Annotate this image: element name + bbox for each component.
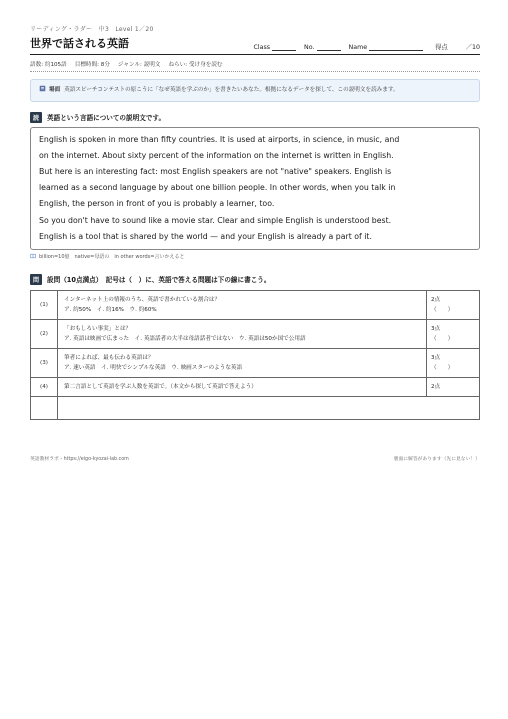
questions-heading-text: 設問（10点満点） 記号は（ ）に、英語で答える問題は下の線に書こう。 xyxy=(47,276,271,285)
name-label: Name xyxy=(348,44,368,51)
passage-line: learned as a second language by about one billion people. In other words, when you talk in xyxy=(39,183,396,193)
footer xyxy=(30,455,480,462)
answer-blank[interactable]: （ ） xyxy=(431,364,454,371)
reading-passage xyxy=(30,127,480,250)
question-number: (3) xyxy=(31,348,58,377)
footer-site: 英語教材ラボ・https://eigo-kyozai-lab.com xyxy=(30,457,129,462)
question-points: 3点 xyxy=(431,325,441,332)
question-choices: ア. 英語は映画で広まった イ. 英語話者の大半は母語話者ではない ウ. 英語は50か国で公用語 xyxy=(64,335,306,342)
meta-info xyxy=(30,60,480,72)
questions-table xyxy=(30,290,480,420)
question-body xyxy=(58,377,427,396)
question-body xyxy=(58,319,427,348)
name-field[interactable] xyxy=(369,43,423,51)
question-text: 「おもしろい事実」とは？ xyxy=(64,325,132,332)
questions-tag: 問 xyxy=(30,274,42,285)
question-body xyxy=(58,290,427,319)
answer-line-row[interactable] xyxy=(31,396,480,419)
passage-line: So you don't have to sound like a movie star. Clear and simple English is understood best. xyxy=(39,215,392,225)
question-row xyxy=(31,319,480,348)
question-choices: ア. 約50% イ. 約16% ウ. 約60% xyxy=(64,306,157,313)
question-points-cell[interactable] xyxy=(427,348,480,377)
question-text: 筆者によれば、最も伝わる英語は？ xyxy=(64,354,154,361)
genre: ジャンル: 説明文 xyxy=(117,62,161,68)
class-field[interactable] xyxy=(272,43,296,51)
passage-line: English is spoken in more than fifty countries. It is used at airports, in science, in music, and xyxy=(39,134,400,144)
series-label: リーディング・ラダー 中3 Level 1／20 xyxy=(30,26,154,33)
passage-line: But here is an interesting fact: most English speakers are not "native" speakers. English is xyxy=(39,166,392,176)
no-label: No. xyxy=(304,44,315,51)
question-row xyxy=(31,348,480,377)
class-label: Class xyxy=(253,44,271,51)
worksheet xyxy=(30,24,480,420)
question-text: 第二言語として英語を学ぶ人数を英語で。（本文から探して英語で答えよう） xyxy=(64,383,257,390)
answer-blank[interactable]: （ ） xyxy=(431,335,454,342)
passage-line: English, the person in front of you is probably a learner, too. xyxy=(39,199,275,209)
title-bar xyxy=(30,35,480,55)
passage-line: on the internet. About sixty percent of the information on the internet is written in English. xyxy=(39,150,394,160)
questions-heading xyxy=(30,274,480,285)
word-count: 語数: 約105語 xyxy=(30,62,67,68)
page-title: 世界で話される英語 xyxy=(30,37,129,50)
scene-label: 場面 xyxy=(49,87,61,93)
question-number: (1) xyxy=(31,290,58,319)
question-points: 2点 xyxy=(431,296,441,303)
score-total: ／10 xyxy=(465,44,480,51)
answer-line[interactable] xyxy=(58,396,480,419)
question-points-cell[interactable] xyxy=(427,290,480,319)
dictionary-icon xyxy=(30,253,36,259)
question-points: 3点 xyxy=(431,354,441,361)
question-points: 2点 xyxy=(431,383,441,390)
scene-text: 英語スピーチコンテストの原こうに「なぜ英語を学ぶのか」を書きたいあなた。根拠になるデータを探して、この説明文を読みます。 xyxy=(64,87,399,93)
book-icon xyxy=(39,85,46,92)
no-field[interactable] xyxy=(317,43,341,51)
glossary xyxy=(30,253,480,260)
aim: ねらい: 受け身を読む xyxy=(168,62,223,68)
question-points-cell[interactable] xyxy=(427,319,480,348)
target-time: 目標時間: 8分 xyxy=(74,62,110,68)
answer-blank[interactable]: （ ） xyxy=(431,306,454,313)
question-number: (4) xyxy=(31,377,58,396)
scene-box xyxy=(30,79,480,102)
glossary-text: billion=10億 native=母語の in other words=言いかえると xyxy=(39,253,185,260)
footer-note: 裏面に解答があります（先に見ない！） xyxy=(393,457,480,462)
question-number: (2) xyxy=(31,319,58,348)
student-fields xyxy=(245,42,480,51)
score-label: 得点 xyxy=(435,44,448,51)
reading-heading-text: 英語という言語についての説明文です。 xyxy=(47,114,166,122)
question-choices: ア. 速い英語 イ. 明快でシンプルな英語 ウ. 映画スターのような英語 xyxy=(64,364,243,371)
question-row xyxy=(31,377,480,396)
question-row xyxy=(31,290,480,319)
answer-line-spacer xyxy=(31,396,58,419)
reading-heading xyxy=(30,112,480,123)
reading-tag: 読 xyxy=(30,112,42,123)
passage-line: English is a tool that is shared by the world — and your English is already a part of it. xyxy=(39,231,372,241)
question-text: インターネット上の情報のうち、英語で書かれている割合は？ xyxy=(64,296,221,303)
question-body xyxy=(58,348,427,377)
question-points-cell xyxy=(427,377,480,396)
